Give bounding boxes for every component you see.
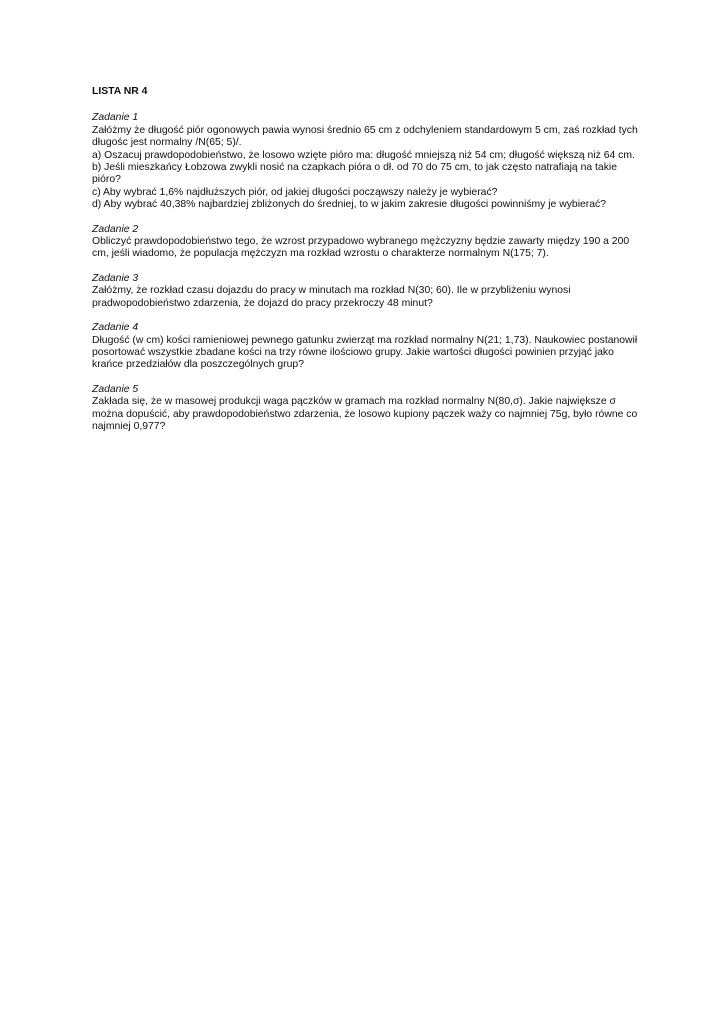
task-heading: Zadanie 1: [92, 112, 139, 124]
task-heading: Zadanie 3: [92, 272, 139, 284]
document-content: [92, 86, 638, 445]
task-3: [92, 273, 638, 310]
task-text: Załóżmy, że rozkład czasu dojazdu do pracy w minutach ma rozkład N(30; 60). Ile w przybliżeniu wynosi pradwopodobieństwo zdarzenia, że dojazd do pracy przekroczy 48 minut?: [92, 285, 571, 309]
task-text: Długość (w cm) kości ramieniowej pewnego gatunku zwierząt ma rozkład normalny N(21; 1,73). Naukowiec postanowił posortować wszystkie zbadane kości na trzy równe ilościowo grupy. Jakie wartości długości powinien przyjąć jako krańce przedziałów dla poszczególnych grup?: [92, 334, 638, 371]
task-2: [92, 224, 638, 261]
task-heading: Zadanie 4: [92, 322, 139, 334]
task-text: Zakłada się, że w masowej produkcji waga pączków w gramach ma rozkład normalny N(80,σ). Jakie największe σ można dopuścić, aby prawdopodobieństwo zdarzenia, że losowo kupiony pączek waży co najmniej 75g, było równe co najmniej 0,977?: [92, 396, 638, 432]
task-1: [92, 112, 638, 211]
task-subquestion-d: d) Aby wybrać 40,38% najbardziej zbliżonych do średniej, to w jakim zakresie długości powinniśmy je wybierać?: [92, 199, 607, 211]
task-subquestion-a: a) Oszacuj prawdopodobieństwo, że losowo wzięte pióro ma: długość mniejszą niż 54 cm; długość większą niż 64 cm.: [92, 149, 635, 161]
task-text: Obliczyć prawdopodobieństwo tego, że wzrost przypadowo wybranego mężczyzny będzie zawarty między 190 a 200 cm, jeśli wiadomo, że populacja mężczyzn ma rozkład wzrostu o charakterze normalnym N(175; 7).: [92, 236, 630, 260]
document-title: LISTA NR 4: [92, 86, 148, 97]
task-text: Załóżmy że długość piór ogonowych pawia wynosi średnio 65 cm z odchyleniem standardowym 5 cm, zaś rozkład tych długośc jest normalny /N(65; 5)/.: [92, 124, 638, 149]
task-heading: Zadanie 5: [92, 383, 139, 395]
task-4: [92, 322, 638, 372]
task-5: [92, 384, 638, 434]
task-subquestion-b: b) Jeśli mieszkańcy Łobzowa zwykli nosić na czapkach pióra o dł. od 70 do 75 cm, to jak często natrafiają na takie pióro?: [92, 162, 617, 186]
task-heading: Zadanie 2: [92, 223, 139, 235]
task-subquestion-c: c) Aby wybrać 1,6% najdłuższych piór, od jakiej długości począwszy należy je wybierać?: [92, 186, 498, 198]
